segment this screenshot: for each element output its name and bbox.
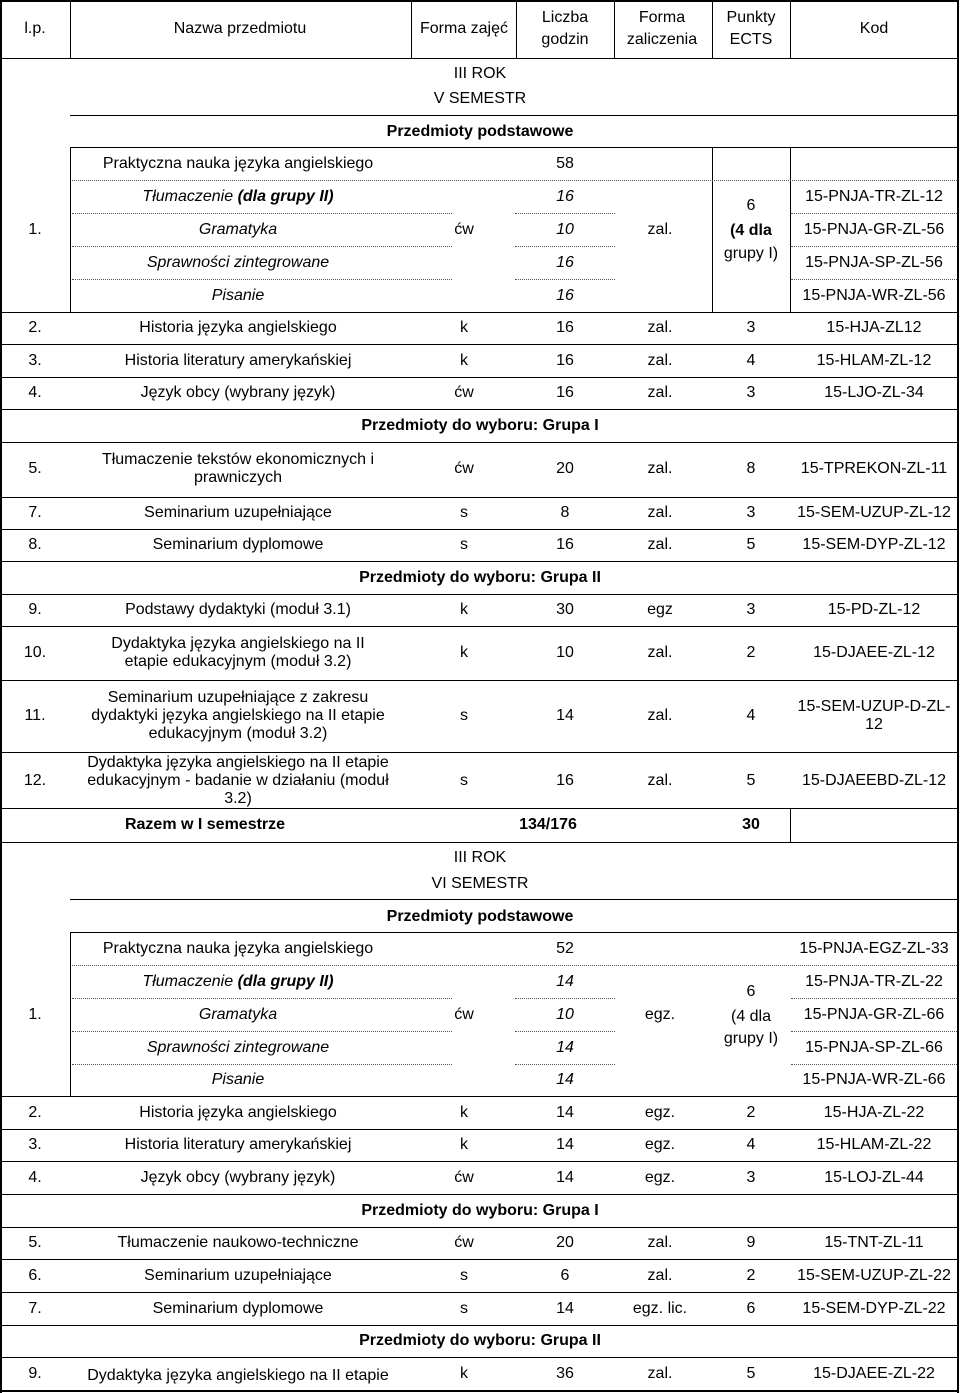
row-border: [0, 752, 959, 753]
table-row-assessment: egz. lic.: [632, 1300, 688, 1317]
table-row-form: s: [460, 1267, 468, 1284]
table-row-assessment: zal.: [647, 707, 673, 724]
total-label: Razem w I semestrze: [124, 816, 286, 833]
table-row-assessment: egz.: [644, 1104, 676, 1121]
sem5-pnja-ects-num: 6: [746, 197, 756, 214]
table-row-name: Język obcy (wybrany język): [140, 384, 336, 401]
table-row-form: s: [460, 536, 468, 553]
sem5-sub-grammar-hours: 10: [556, 221, 574, 238]
table-row-assessment: zal.: [647, 319, 673, 336]
table-row-assessment: zal.: [647, 504, 673, 521]
sem6-pnja-title-code: 15-PNJA-EGZ-ZL-33: [799, 940, 949, 957]
sem6-pnja-left: [70, 932, 71, 1096]
table-row-assessment: egz.: [644, 1136, 676, 1153]
table-row-lp: 5.: [28, 460, 42, 477]
sem5-dotted-rule: [791, 213, 957, 214]
header-assessment: Forma zaliczenia: [626, 9, 698, 48]
table-row-form: k: [460, 319, 468, 336]
sem6-year-box: [70, 899, 957, 900]
row-border: [0, 1292, 959, 1293]
row-border: [0, 626, 959, 627]
sem5-sub-skills-hours: 16: [556, 254, 574, 271]
table-row-lp: 9.: [28, 601, 42, 618]
sem6-sub-skills-hours: 14: [556, 1039, 574, 1056]
table-row-name: Dydaktyka języka angielskiego na II etapie edukacyjnym (moduł 3.2): [111, 635, 365, 670]
table-row-name: Seminarium dyplomowe: [152, 1300, 324, 1317]
sem5-sub-writing: Pisanie: [211, 287, 265, 304]
table-row-code: 15-DJAEE-ZL-22: [813, 1365, 935, 1382]
table-row-assessment: egz.: [644, 1169, 676, 1186]
table-row-code: 15-SEM-UZUP-D-ZL-12: [797, 698, 951, 733]
table-row-hours: 16: [556, 319, 574, 336]
sem6-sub-writing-code: 15-PNJA-WR-ZL-66: [802, 1071, 946, 1088]
sem6-sub-translation: Tłumaczenie (dla grupy II): [142, 973, 334, 990]
sem6-dotted-rule: [791, 1031, 957, 1032]
row-border: [0, 1161, 959, 1162]
sem5-pnja-left: [70, 147, 71, 312]
sem5-sub-grammar: Gramatyka: [198, 221, 278, 238]
header-form: Forma zajęć: [419, 20, 509, 37]
table-row-ects: 3: [746, 601, 756, 618]
sem5-sub-writing-hours: 16: [556, 287, 574, 304]
header-col-divider: [790, 0, 791, 58]
sem5-year-box: [70, 115, 957, 116]
sem6-pnja-ects-note2: grupy I): [723, 1030, 779, 1047]
sem6-pnja-title: Praktyczna nauka języka angielskiego: [102, 940, 374, 957]
sem5-dotted-rule: [72, 213, 452, 214]
total-ects: 30: [742, 816, 760, 833]
sem6-pnja-ects-note: (4 dla: [730, 1008, 772, 1025]
table-row-ects: 4: [746, 1136, 756, 1153]
header-name: Nazwa przedmiotu: [173, 20, 307, 37]
row-border: [0, 529, 959, 530]
table-row-ects: 5: [746, 1365, 756, 1382]
sem6-sub-skills: Sprawności zintegrowane: [146, 1039, 330, 1056]
sem6-sub-grammar: Gramatyka: [198, 1006, 278, 1023]
table-row-hours: 14: [556, 1300, 574, 1317]
table-row-form: k: [460, 644, 468, 661]
sem5-sub-translation-hours: 16: [556, 188, 574, 205]
table-row-code: 15-DJAEE-ZL-12: [813, 644, 935, 661]
table-row-code: 15-DJAEEBD-ZL-12: [801, 772, 947, 789]
table-row-code: 15-HLAM-ZL-12: [816, 352, 932, 369]
sem6-sub-writing: Pisanie: [211, 1071, 265, 1088]
row-border: [0, 808, 959, 809]
table-row-name: Dydaktyka języka angielskiego na II etapie edukacyjnym - badanie w działaniu (moduł 3.2): [87, 754, 389, 807]
row-border: [0, 312, 959, 313]
table-row-lp: 10.: [23, 644, 47, 661]
header-ects: Punkty ECTS: [726, 9, 776, 48]
table-border-left: [0, 0, 2, 1393]
sem5-dotted-rule: [515, 279, 615, 280]
table-row-name: Seminarium uzupełniające: [144, 504, 332, 521]
table-row-hours: 36: [556, 1365, 574, 1382]
table-row-assessment: zal.: [647, 772, 673, 789]
table-row-ects: 2: [746, 1104, 756, 1121]
sem6-sub-grammar-hours: 10: [556, 1006, 574, 1023]
sem6-dotted-rule: [72, 1064, 452, 1065]
sem5-pnja-lp: 1.: [28, 221, 42, 238]
row-border: [0, 1259, 959, 1260]
sem6-sub-translation-hours: 14: [556, 973, 574, 990]
row-border: [0, 842, 959, 843]
table-row-form: s: [460, 772, 468, 789]
table-row-assessment: zal.: [647, 460, 673, 477]
sem5-dotted-rule: [72, 180, 957, 181]
table-row-lp: 3.: [28, 352, 42, 369]
table-row-name: Język obcy (wybrany język): [140, 1169, 336, 1186]
sem6-sub-writing-hours: 14: [556, 1071, 574, 1088]
table-row-ects: 4: [746, 707, 756, 724]
sem5-pnja-top: [70, 147, 957, 148]
table-row-form: ćw: [454, 1234, 474, 1251]
table-row-name: Tłumaczenie naukowo-techniczne: [117, 1234, 359, 1251]
header-col-divider: [712, 0, 713, 58]
sem5-pnja-ects-note2: grupy I): [723, 245, 779, 262]
table-row-code: 15-TNT-ZL-11: [824, 1234, 924, 1251]
table-row-ects: 3: [746, 319, 756, 336]
sem6-dotted-rule: [72, 1031, 452, 1032]
table-row-code: 15-SEM-UZUP-ZL-22: [797, 1267, 951, 1284]
row-border: [0, 594, 959, 595]
sem5-dotted-rule: [791, 246, 957, 247]
sem6-sub-translation-note: (dla grupy II): [237, 973, 334, 990]
table-row-hours: 16: [556, 352, 574, 369]
sem5-pnja-ects-note: (4 dla: [730, 222, 772, 239]
header-col-divider: [614, 0, 615, 58]
table-row-name: Dydaktyka języka angielskiego na II etapie: [87, 1367, 389, 1384]
table-row-code: 15-HLAM-ZL-22: [816, 1136, 932, 1153]
table-row-lp: 2.: [28, 319, 42, 336]
table-row-name: Podstawy dydaktyki (moduł 3.1): [125, 601, 351, 618]
table-row-code: 15-TPREKON-ZL-11: [800, 460, 948, 477]
table-row-assessment: zal.: [647, 384, 673, 401]
sem6-pnja-lp: 1.: [28, 1006, 42, 1023]
table-row-lp: 7.: [28, 1300, 42, 1317]
table-row-hours: 10: [556, 644, 574, 661]
table-row-ects: 8: [746, 460, 756, 477]
row-border: [0, 1227, 959, 1228]
sem5-sub-translation-note: (dla grupy II): [237, 188, 334, 205]
sem5-dotted-rule: [72, 246, 452, 247]
sem6-dotted-rule: [515, 1031, 615, 1032]
table-row-lp: 12.: [23, 772, 47, 789]
header-col-divider: [516, 0, 517, 58]
row-border: [0, 1096, 959, 1097]
table-border-right: [957, 0, 959, 1393]
table-row-form: k: [460, 1365, 468, 1382]
sem5-pnja-title-hours: 58: [556, 155, 574, 172]
row-border: [0, 680, 959, 681]
sem5-dotted-rule: [515, 213, 615, 214]
sem5-pnja-assessment: zal.: [647, 221, 673, 238]
table-row-name: Tłumaczenie tekstów ekonomicznych i prawniczych: [101, 451, 375, 486]
table-row-lp: 2.: [28, 1104, 42, 1121]
table-row-hours: 20: [556, 1234, 574, 1251]
table-row-assessment: egz: [647, 601, 673, 618]
sem5-semester: V SEMESTR: [433, 90, 527, 107]
table-row-code: 15-LOJ-ZL-44: [824, 1169, 924, 1186]
sem5-pnja-title: Praktyczna nauka języka angielskiego: [102, 155, 374, 172]
total-right-line: [790, 808, 791, 842]
table-row-assessment: zal.: [647, 536, 673, 553]
table-row-ects: 6: [746, 1300, 756, 1317]
sem6-pnja-top: [70, 932, 957, 933]
sem5-dotted-rule: [515, 246, 615, 247]
sem5-sub-skills: Sprawności zintegrowane: [146, 254, 330, 271]
sem6-year: III ROK: [453, 849, 507, 866]
table-row-form: ćw: [454, 1169, 474, 1186]
sem5-sub-grammar-code: 15-PNJA-GR-ZL-56: [803, 221, 945, 238]
header-code: Kod: [859, 20, 889, 37]
sem6-sub-translation-code: 15-PNJA-TR-ZL-22: [805, 973, 943, 990]
table-row-ects: 3: [746, 384, 756, 401]
table-row-assessment: zal.: [647, 644, 673, 661]
table-row-hours: 6: [560, 1267, 570, 1284]
table-row-ects: 5: [746, 536, 756, 553]
sem6-dotted-rule: [791, 1064, 957, 1065]
sem6-basic-label: Przedmioty podstawowe: [386, 908, 574, 925]
table-border-top: [0, 0, 959, 2]
sem5-group1-label: Przedmioty do wyboru: Grupa I: [361, 417, 599, 434]
sem5-dotted-rule: [72, 279, 452, 280]
table-row-form: s: [460, 504, 468, 521]
table-row-ects: 5: [746, 772, 756, 789]
row-border: [0, 377, 959, 378]
sem5-pnja-form: ćw: [454, 221, 474, 238]
table-row-hours: 16: [556, 536, 574, 553]
table-row-lp: 11.: [24, 707, 46, 724]
table-row-name: Historia literatury amerykańskiej: [124, 1136, 352, 1153]
sem5-basic-label: Przedmioty podstawowe: [386, 123, 574, 140]
table-row-form: k: [460, 601, 468, 618]
table-row-code: 15-SEM-DYP-ZL-22: [802, 1300, 946, 1317]
sem6-group1-label: Przedmioty do wyboru: Grupa I: [361, 1202, 599, 1219]
table-row-hours: 16: [556, 384, 574, 401]
table-row-form: ćw: [454, 460, 474, 477]
sem6-pnja-title-hours: 52: [556, 940, 574, 957]
table-row-hours: 14: [556, 707, 574, 724]
row-border: [0, 1357, 959, 1358]
table-row-hours: 20: [556, 460, 574, 477]
sem5-group2-label: Przedmioty do wyboru: Grupa II: [359, 569, 601, 586]
table-border-bottom: [0, 1390, 959, 1392]
table-row-hours: 14: [556, 1169, 574, 1186]
sem6-dotted-rule: [72, 965, 957, 966]
sem5-ects-right: [790, 147, 791, 312]
row-border: [0, 344, 959, 345]
sem6-sub-grammar-code: 15-PNJA-GR-ZL-66: [803, 1006, 945, 1023]
table-row-name: Seminarium uzupełniające: [144, 1267, 332, 1284]
row-border: [0, 409, 959, 410]
total-hours: 134/176: [519, 816, 577, 833]
table-row-lp: 3.: [28, 1136, 42, 1153]
table-row-code: 15-HJA-ZL12: [826, 319, 922, 336]
header-separator: [0, 58, 959, 59]
table-row-code: 15-HJA-ZL-22: [823, 1104, 925, 1121]
table-row-form: k: [460, 1136, 468, 1153]
sem5-sub-translation-code: 15-PNJA-TR-ZL-12: [805, 188, 943, 205]
table-row-assessment: zal.: [647, 1234, 673, 1251]
row-border: [0, 497, 959, 498]
sem6-dotted-rule: [515, 998, 615, 999]
table-row-ects: 3: [746, 504, 756, 521]
table-row-ects: 9: [746, 1234, 756, 1251]
table-row-code: 15-LJO-ZL-34: [824, 384, 924, 401]
table-row-name: Historia literatury amerykańskiej: [124, 352, 352, 369]
row-border: [0, 561, 959, 562]
table-row-code: 15-SEM-DYP-ZL-12: [802, 536, 946, 553]
table-row-hours: 30: [556, 601, 574, 618]
table-row-name: Seminarium dyplomowe: [152, 536, 324, 553]
header-hours: Liczba godzin: [541, 9, 589, 48]
header-lp: l.p.: [24, 20, 46, 37]
sem5-sub-translation: Tłumaczenie (dla grupy II): [142, 188, 334, 205]
table-row-hours: 14: [556, 1104, 574, 1121]
table-row-assessment: zal.: [647, 352, 673, 369]
table-row-ects: 4: [746, 352, 756, 369]
table-row-ects: 2: [746, 644, 756, 661]
table-row-name: Historia języka angielskiego: [139, 1104, 337, 1121]
table-row-hours: 14: [556, 1136, 574, 1153]
table-row-name: Historia języka angielskiego: [139, 319, 337, 336]
sem5-ects-left: [712, 147, 713, 312]
table-row-lp: 5.: [28, 1234, 42, 1251]
table-row-lp: 6.: [28, 1267, 42, 1284]
sem6-sub-skills-code: 15-PNJA-SP-ZL-66: [805, 1039, 943, 1056]
table-row-code: 15-SEM-UZUP-ZL-12: [797, 504, 951, 521]
sem6-dotted-rule: [72, 998, 452, 999]
table-row-lp: 7.: [28, 504, 42, 521]
table-row-assessment: zal.: [647, 1365, 673, 1382]
sem5-dotted-rule: [791, 279, 957, 280]
header-col-divider: [70, 0, 71, 58]
sem6-pnja-ects-num: 6: [746, 983, 756, 1000]
table-row-form: k: [460, 1104, 468, 1121]
sem6-pnja-form: ćw: [454, 1006, 474, 1023]
sem6-group2-label: Przedmioty do wyboru: Grupa II: [359, 1332, 601, 1349]
table-row-lp: 4.: [28, 1169, 42, 1186]
table-row-code: 15-PD-ZL-12: [827, 601, 921, 618]
table-row-lp: 4.: [28, 384, 42, 401]
table-row-ects: 2: [746, 1267, 756, 1284]
table-row-name: Seminarium uzupełniające z zakresu dydaktyki języka angielskiego na II etapie edukacyjnym (moduł 3.2): [91, 689, 385, 742]
table-row-form: k: [460, 352, 468, 369]
sem6-pnja-assessment: egz.: [644, 1006, 676, 1023]
table-row-hours: 16: [556, 772, 574, 789]
sem5-sub-writing-code: 15-PNJA-WR-ZL-56: [802, 287, 946, 304]
table-row-ects: 3: [746, 1169, 756, 1186]
table-row-lp: 8.: [28, 536, 42, 553]
sem6-dotted-rule: [515, 1064, 615, 1065]
sem5-sub-skills-code: 15-PNJA-SP-ZL-56: [805, 254, 943, 271]
row-border: [0, 442, 959, 443]
table-row-form: s: [460, 1300, 468, 1317]
row-border: [0, 1194, 959, 1195]
table-row-assessment: zal.: [647, 1267, 673, 1284]
row-border: [0, 1129, 959, 1130]
table-row-form: ćw: [454, 384, 474, 401]
sem6-dotted-rule: [791, 998, 957, 999]
table-row-form: s: [460, 707, 468, 724]
table-row-lp: 9.: [28, 1365, 42, 1382]
header-col-divider: [411, 0, 412, 58]
sem5-year: III ROK: [453, 65, 507, 82]
row-border: [0, 1325, 959, 1326]
sem6-semester: VI SEMESTR: [431, 875, 529, 892]
table-row-hours: 8: [560, 504, 570, 521]
